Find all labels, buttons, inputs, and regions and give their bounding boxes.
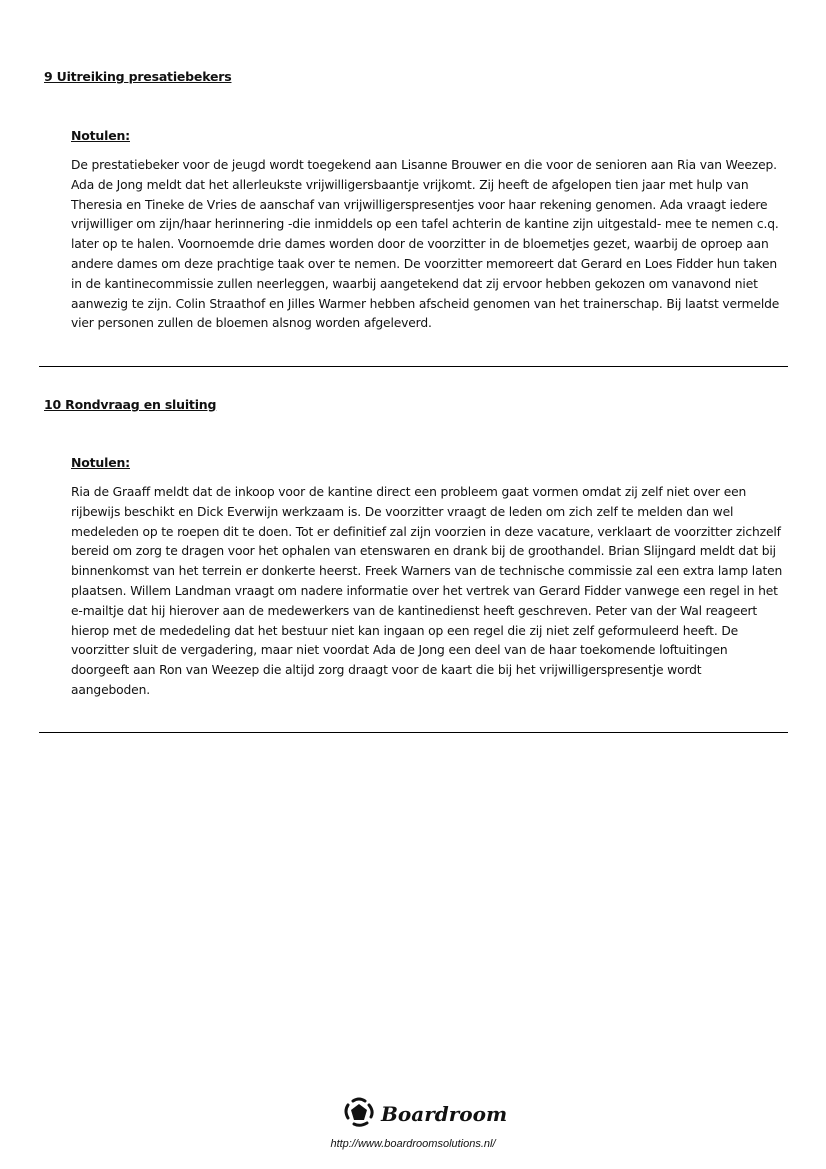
section-divider bbox=[39, 732, 788, 733]
flower-logo-icon bbox=[343, 1096, 375, 1132]
brand-name: Boardroom bbox=[381, 1102, 508, 1126]
section-divider bbox=[39, 366, 788, 367]
notulen-body: Ria de Graaff meldt dat de inkoop voor de kantine direct een probleem gaat vormen omdat zij zelf niet over een rijbewijs beschikt en Dick Everwijn werkzaam is. De voorzitter vraagt de leden om zich zelf te melden dan wel medeleden op te roepen dit te doen. Tot er definitief zal zijn voorzien in deze vacature, verklaart de voorzitter zichzelf bereid om zorg te dragen voor het ophalen van etenswaren en drank bij de groothandel. Brian Slijngard meldt dat bij binnenkomst van het terrein er donkerte heerst. Freek Warners van de technische commissie zal een extra lamp laten plaatsen. Willem Landman vraagt om nadere informatie over het vertrek van Gerard Fidder vanwege een regel in het e-mailtje dat hij hierover aan de medewerkers van de kantinedienst heeft geschreven. Peter van der Wal reageert hierop met de mededeling dat het bestuur niet kan ingaan op een regel die zij niet zelf geformuleerd heeft. De voorzitter sluit de vergadering, maar niet voordat Ada de Jong een deel van de haar toekomende loftuitingen doorgeeft aan Ron van Weezep die altijd zorg draagt voor de kaart die bij het vrijwilligerspresentje wordt aangeboden. bbox=[71, 485, 783, 697]
footer-url[interactable]: http://www.boardroomsolutions.nl/ bbox=[330, 1138, 496, 1150]
notulen-label: Notulen: bbox=[71, 455, 130, 470]
boardroom-logo bbox=[343, 1096, 507, 1132]
section-title: 9 Uitreiking presatiebekers bbox=[44, 69, 232, 84]
notulen-body: De prestatiebeker voor de jeugd wordt toegekend aan Lisanne Brouwer en die voor de senioren aan Ria van Weezep. Ada de Jong meldt dat het allerleukste vrijwilligersbaantje vrijkomt. Zij heeft de afgelopen tien jaar met hulp van Theresia en Tineke de Vries de aanschaf van vrijwilligerspresentjes voor haar rekening genomen. Ada vraagt iedere vrijwilliger om zijn/haar herinnering -die inmiddels op een tafel achterin de kantine zijn uitgestald- mee te nemen c.q. later op te halen. Voornoemde drie dames worden door de voorzitter in de bloemetjes gezet, waarbij de oproep aan andere dames om deze prachtige taak over te nemen. De voorzitter memoreert dat Gerard en Loes Fidder hun taken in de kantinecommissie zullen neerleggen, waarbij aangetekend dat zij ervoor hebben gekozen om vanavond niet aanwezig te zijn. Colin Straathof en Jilles Warmer hebben afscheid genomen van het trainerschap. Bij laatst vermelde vier personen zullen de bloemen alsnog worden afgeleverd. bbox=[71, 158, 780, 331]
notulen-label: Notulen: bbox=[71, 128, 130, 143]
section-title: 10 Rondvraag en sluiting bbox=[44, 397, 217, 412]
